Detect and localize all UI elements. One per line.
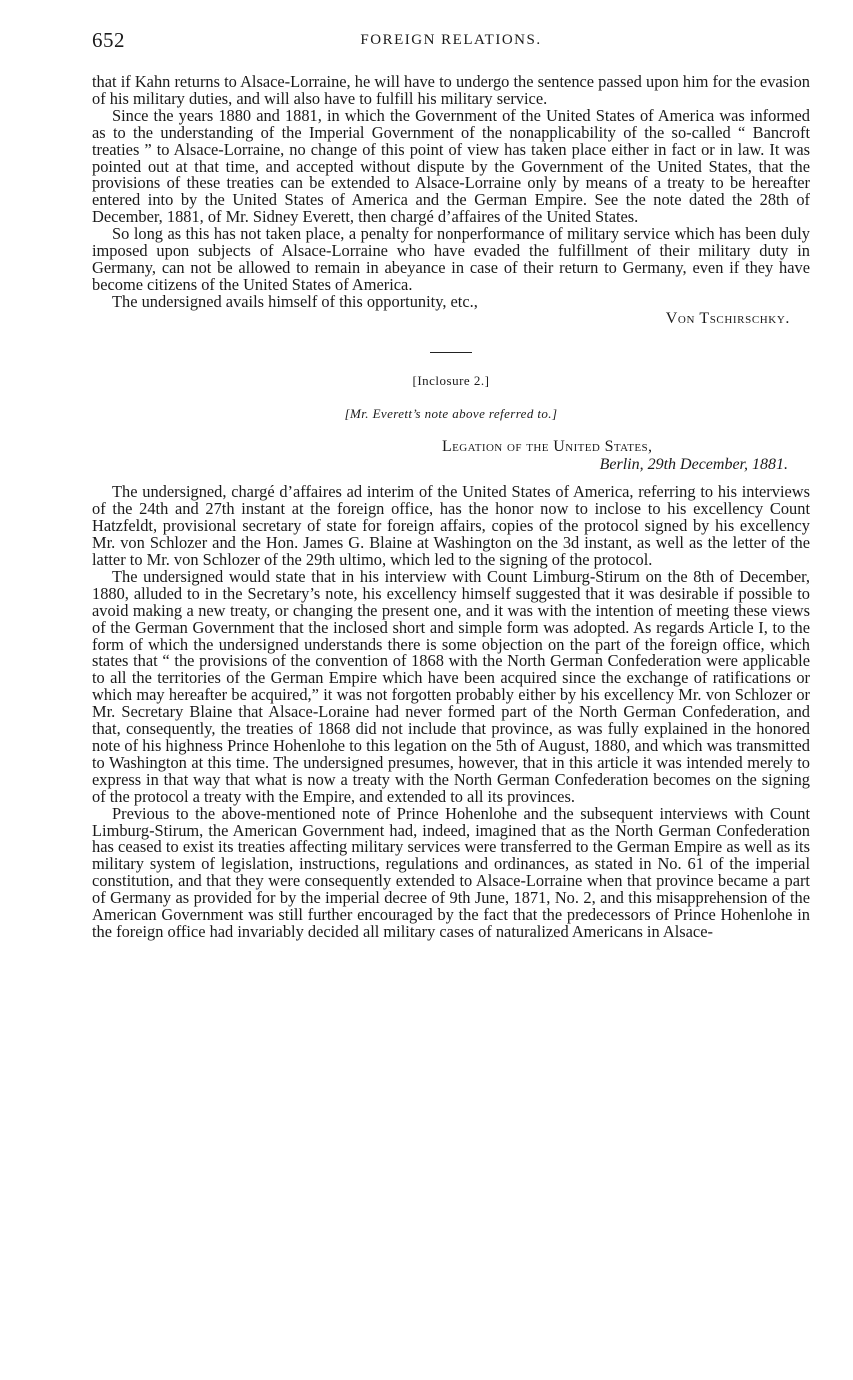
- paragraph: Since the years 1880 and 1881, in which the Government of the United States of America was informed as to the understanding of the Imperial Government of the nonapplicability of the so-called “ Bancroft treaties ” to Alsace-Lorraine, no change of this point of view has taken place either in fact or in law. It was pointed out at that time, and accepted without dispute by the Government of the United States, that the provisions of these treaties can be extended to Alsace-Lorraine only by means of a treaty to be hereafter entered into by the United States of America and the German Empire. See the note dated the 28th of December, 1881, of Mr. Sidney Everett, then chargé d’affaires of the United States.: [92, 105, 810, 227]
- inclosure-label: [Inclosure 2.]: [412, 372, 490, 388]
- signature-name: Von Tschirschky.: [665, 309, 790, 327]
- paragraph: Previous to the above-mentioned note of Prince Hohenlohe and the subsequent interviews with Count Limburg-Stirum, the American Government had, indeed, imagined that as the North German Confederation has ceased to exist its treaties affecting military services were transferred to the German Empire as well as its military system of legislation, instructions, regulations and ordinances, as stated in No. 61 of the imperial constitution, and that they were consequently extended to Alsace-Lorraine when that province became a part of Germany as provided for by the imperial decree of 9th June, 1871, No. 2, and this misapprehension of the American Government was still further encouraged by the fact that the predecessors of Prince Hohenlohe in the foreign office had invariably decided all military cases of naturalized Americans in Alsace-: [92, 803, 810, 941]
- running-head: FOREIGN RELATIONS.: [360, 32, 542, 48]
- legation-heading: [92, 439, 810, 457]
- legation-name: Legation of the United States,: [442, 437, 653, 455]
- paragraph: The undersigned, chargé d’affaires ad interim of the United States of America, referring to his interviews of the 24th and 27th instant at the foreign office, has the honor now to inclose to his excellency Count Hatzfeldt, provisional secretary of state for foreign affairs, copies of the protocol signed by his excellency Mr. von Schlozer and the Hon. James G. Blaine at Washington on the 3d instant, as well as the letter of the latter to Mr. von Schlozer of the 29th ultimo, which led to the signing of the protocol.: [92, 482, 810, 570]
- signature: [92, 311, 810, 328]
- page-header: [92, 28, 810, 58]
- paragraph: that if Kahn returns to Alsace-Lorraine, he will have to undergo the sentence passed upon him for the evasion of his military duties, and will also have to fulfill his military service.: [92, 72, 810, 108]
- inclosure-title: [Mr. Everett’s note above referred to.]: [344, 405, 558, 421]
- dateline: Berlin, 29th December, 1881.: [599, 455, 788, 473]
- paragraph: The undersigned would state that in his interview with Count Limburg-Stirum on the 8th of December, 1880, alluded to in the Secretary’s note, his excellency himself suggested that it was desirable if possible to avoid making a new treaty, or changing the present one, and it was with the intention of meeting these views of the German Government that the inclosed short and simple form was adopted. As regards Article I, to the form of which the undersigned understands there is some objection on the part of the foreign office, which states that “ the provisions of the convention of 1868 with the North German Confederation were applicable to all the territories of the German Empire which have been acquired since the exchange of ratifications or which may hereafter be acquired,” it was not forgotten probably either by his excellency Mr. von Schlozer or Mr. Secretary Blaine that Alsace-Loraine had never formed part of the North German Confederation, and that, consequently, the treaties of 1868 did not include that province, as was fully explained in the honored note of his highness Prince Hohenlohe to this legation on the 5th of August, 1880, and which was transmitted to Washington at this time. The undersigned presumes, however, that in this article it was intended merely to express in that way that what is now a treaty with the North German Confederation becomes on the signing of the protocol a treaty with the Empire, and extended to all its provinces.: [92, 566, 810, 806]
- document-page: [92, 28, 810, 941]
- paragraph: The undersigned avails himself of this opportunity, etc.,: [112, 291, 478, 311]
- letter-everett: [92, 484, 810, 940]
- paragraph: So long as this has not taken place, a penalty for nonperformance of military service which has been duly imposed upon subjects of Alsace-Lorraine who have evaded the fulfillment of their military duty in Germany, can not be allowed to remain in abeyance in case of their return to Germany, even if they have become citizens of the United States of America.: [92, 224, 810, 294]
- page-number: 652: [92, 28, 125, 52]
- section-divider: [430, 352, 472, 353]
- letter-tschirschky: [92, 74, 810, 328]
